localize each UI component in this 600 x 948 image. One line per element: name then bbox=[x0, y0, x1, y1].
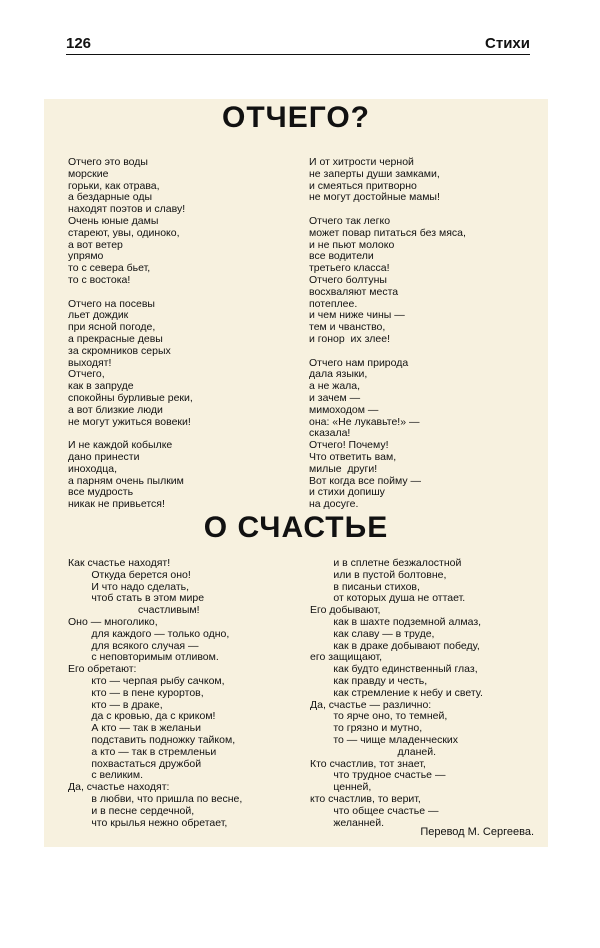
poem-line: Отчего это воды bbox=[68, 156, 148, 168]
poem-line: все водители bbox=[309, 250, 374, 263]
poem-line: кто — в драке, bbox=[68, 698, 163, 711]
poem-line: дала языки, bbox=[309, 368, 368, 381]
poem-line: милые други! bbox=[309, 462, 378, 475]
poem-line: Да, счастье находят: bbox=[68, 781, 170, 794]
poem-line: кто — в пене курортов, bbox=[68, 686, 204, 699]
poem-line: желанней. bbox=[310, 816, 385, 829]
poem-line: мимоходом — bbox=[309, 403, 379, 416]
poem-line: счастливым! bbox=[68, 604, 200, 617]
poem-line: иноходца, bbox=[68, 462, 118, 475]
poem-line: для всякого случая — bbox=[68, 639, 199, 652]
poem-line: а вот близкие люди bbox=[68, 403, 163, 416]
poem-line: стареют, увы, одиноко, bbox=[68, 226, 180, 239]
poem-line: потеплее. bbox=[309, 297, 358, 310]
poem-line: как будто единственный глаз, bbox=[310, 663, 478, 676]
poem-line: находят поэтов и славу! bbox=[68, 203, 186, 216]
poem-line: с неповторимым отливом. bbox=[68, 651, 219, 664]
poem-line: упрямо bbox=[68, 250, 104, 263]
poem-line: кто счастлив, то верит, bbox=[310, 792, 421, 805]
poem-line: как славу — в труде, bbox=[310, 627, 435, 640]
poem-line: Откуда берется оно! bbox=[68, 568, 191, 581]
poem-line: И не каждой кобылке bbox=[68, 439, 173, 452]
poem-line: и стихи допишу bbox=[309, 486, 385, 499]
poem-line: морские bbox=[68, 167, 109, 180]
poem-line: и зачем — bbox=[309, 391, 361, 404]
poem-line: Да, счастье — различно: bbox=[310, 698, 432, 711]
poem-line: его защищают, bbox=[310, 651, 383, 664]
poem-line: никак не привьется! bbox=[68, 498, 165, 511]
poem-line: и смеяться притворно bbox=[309, 179, 417, 192]
poem-line: как в шахте подземной алмаз, bbox=[310, 615, 482, 628]
poem-line: Очень юные дамы bbox=[68, 214, 159, 227]
poem-line: и гонор их злее! bbox=[309, 332, 390, 345]
poem-line: как правду и честь, bbox=[310, 674, 428, 687]
poem-line: Отчего болтуны bbox=[309, 273, 387, 286]
poem-line: Его добывают, bbox=[310, 604, 381, 617]
poem-line: на досуге. bbox=[309, 498, 359, 511]
poem-line: чтоб стать в этом мире bbox=[68, 592, 205, 605]
poem-line: и не пьют молоко bbox=[309, 238, 395, 251]
poem-line: то грязно и мутно, bbox=[310, 722, 423, 735]
poem-line: дано принести bbox=[68, 450, 140, 463]
poem-line: Что ответить вам, bbox=[309, 450, 397, 463]
poem-line: А кто — так в желаньи bbox=[68, 722, 201, 735]
poem-line: тем и чванство, bbox=[309, 321, 386, 334]
poem-title-otchego: ОТЧЕГО? bbox=[221, 101, 371, 134]
poem2-left-column bbox=[68, 558, 242, 829]
poem-line: а кто — так в стремленьи bbox=[68, 745, 217, 758]
poem-line: то ярче оно, то темней, bbox=[310, 710, 448, 723]
poem-line: да с кровью, да с криком! bbox=[68, 710, 216, 723]
poem-stanza bbox=[309, 157, 466, 204]
poem-line: а вот ветер bbox=[68, 238, 123, 251]
poem-line: Вот когда все пойму — bbox=[309, 474, 421, 487]
poem-line: за скромников серых bbox=[68, 344, 171, 357]
poem-line: то с востока! bbox=[68, 273, 131, 286]
poem-stanza bbox=[309, 216, 466, 346]
page-header bbox=[66, 34, 530, 55]
poem-line: а прекрасные девы bbox=[68, 332, 163, 345]
poem-line: с великим. bbox=[68, 769, 144, 782]
poem1-left-column bbox=[68, 157, 193, 523]
poem-line: восхваляют места bbox=[309, 285, 399, 298]
poem-stanza bbox=[68, 157, 193, 287]
poem-stanza bbox=[68, 299, 193, 429]
poem-line: кто — черпая рыбу сачком, bbox=[68, 674, 225, 687]
poem-line: в писаньи стихов, bbox=[310, 580, 420, 593]
page-number: 126 bbox=[66, 35, 92, 52]
poem-line: как стремление к небу и свету. bbox=[310, 686, 483, 699]
poem-line: сказала! bbox=[309, 427, 351, 440]
poem-line: как в запруде bbox=[68, 380, 134, 393]
poem-line: И от хитрости черной bbox=[309, 156, 414, 168]
poem-title-o-schastye: О СЧАСТЬЕ bbox=[203, 511, 389, 544]
poem-line: Отчего, bbox=[68, 368, 105, 381]
poem-line: а не жала, bbox=[309, 380, 361, 393]
poem-line: Отчего! Почему! bbox=[309, 439, 389, 452]
poem-line: то — чище младенческих bbox=[310, 733, 459, 746]
poem-line: что трудное счастье — bbox=[310, 769, 446, 782]
poem-line: дланей. bbox=[310, 745, 437, 758]
poem-line: спокойны бурливые реки, bbox=[68, 391, 193, 404]
poem-line: она: «Не лукавьте!» — bbox=[309, 415, 420, 428]
poem-line: а бездарные оды bbox=[68, 191, 153, 204]
poem1-right-column bbox=[309, 157, 466, 523]
poem-page bbox=[44, 99, 548, 847]
poem-line: Оно — многолико, bbox=[68, 615, 158, 628]
poem-line: не заперты души замками, bbox=[309, 167, 440, 180]
poem-line: и чем ниже чины — bbox=[309, 309, 405, 322]
poem-line: ценней, bbox=[310, 781, 372, 794]
poem-line: И что надо сделать, bbox=[68, 580, 190, 593]
poem-line: выходят! bbox=[68, 356, 112, 369]
poem-line: подставить подножку тайком, bbox=[68, 733, 236, 746]
poem-stanza bbox=[309, 358, 466, 511]
poem-line: Как счастье находят! bbox=[68, 557, 171, 569]
poem-line: а парням очень пылким bbox=[68, 474, 184, 487]
translation-credit: Перевод М. Сергеева. bbox=[420, 826, 534, 838]
poem-line: третьего класса! bbox=[309, 262, 390, 275]
poem-line: что общее счастье — bbox=[310, 804, 439, 817]
poem-line: для каждого — только одно, bbox=[68, 627, 230, 640]
poem-line: и в сплетне безжалостной bbox=[310, 557, 462, 569]
poem-line: то с севера бьет, bbox=[68, 262, 151, 275]
poem-stanza bbox=[68, 440, 193, 511]
poem-line: при ясной погоде, bbox=[68, 321, 156, 334]
poem-line: от которых душа не оттает. bbox=[310, 592, 466, 605]
poem-line: Кто счастлив, тот знает, bbox=[310, 757, 426, 770]
poem-line: все мудрость bbox=[68, 486, 134, 499]
poem-line: Отчего нам природа bbox=[309, 356, 409, 369]
poem-line: и в песне сердечной, bbox=[68, 804, 195, 817]
poem-line: или в пустой болтовне, bbox=[310, 568, 447, 581]
section-title: Стихи bbox=[485, 35, 530, 52]
poem2-right-column bbox=[310, 558, 483, 829]
poem-line: что крылья нежно обретает, bbox=[68, 816, 228, 829]
poem-line: горьки, как отрава, bbox=[68, 179, 160, 192]
poem-line: не могут достойные мамы! bbox=[309, 191, 440, 204]
poem-line: похвастаться дружбой bbox=[68, 757, 202, 770]
poem-line: Отчего на посевы bbox=[68, 297, 155, 310]
poem-line: не могут ужиться вовеки! bbox=[68, 415, 191, 428]
poem-line: как в драке добывают победу, bbox=[310, 639, 480, 652]
poem-line: льет дождик bbox=[68, 309, 129, 322]
poem-line: может повар питаться без мяса, bbox=[309, 226, 466, 239]
poem-line: Его обретают: bbox=[68, 663, 137, 676]
poem-line: в любви, что пришла по весне, bbox=[68, 792, 243, 805]
poem-line: Отчего так легко bbox=[309, 214, 391, 227]
